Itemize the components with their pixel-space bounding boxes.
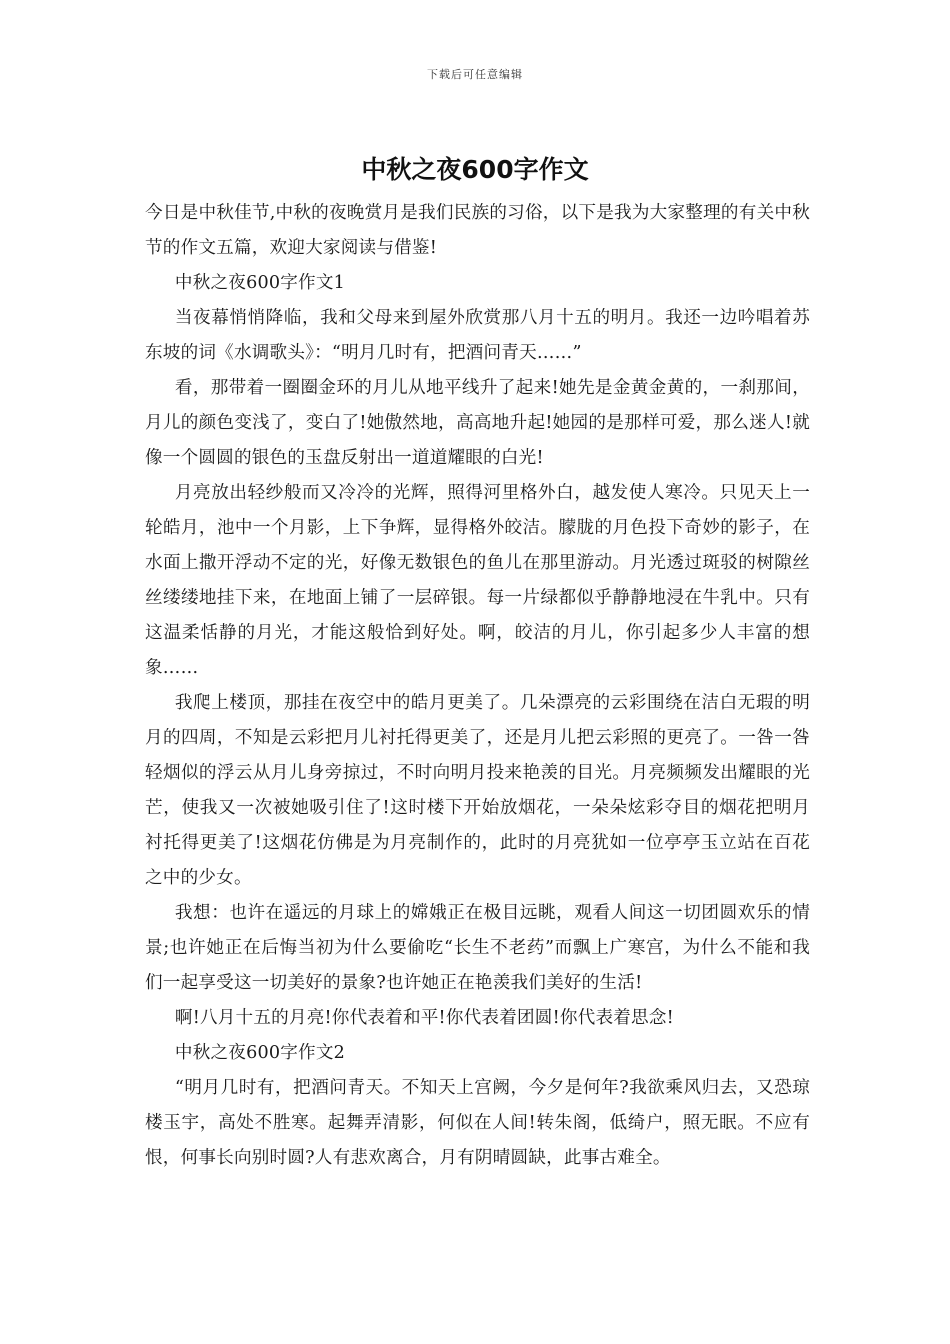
body-paragraph: 我想：也许在遥远的月球上的嫦娥正在极目远眺，观看人间这一切团圆欢乐的情景;也许她正在后悔当初为什么要偷吃“长生不老药”而飘上广寒宫，为什么不能和我们一起享受这一切美好的景象?也许她正在艳羡我们美好的生活!: [145, 903, 810, 993]
section-heading-1: 中秋之夜600字作文1: [174, 273, 346, 293]
body-paragraph: 月亮放出轻纱般而又冷冷的光辉，照得河里格外白，越发使人寒冷。只见天上一轮皓月，池中一个月影，上下争辉，显得格外皎洁。朦胧的月色投下奇妙的影子，在水面上撒开浮动不定的光，好像无数银色的鱼儿在那里游动。月光透过斑驳的树隙丝丝缕缕地挂下来，在地面上铺了一层碎银。每一片绿都似乎静静地浸在牛乳中。只有这温柔恬静的月光，才能这般恰到好处。啊，皎洁的月儿，你引起多少人丰富的想象……: [145, 483, 810, 678]
body-paragraph: “明月几时有，把酒问青天。不知天上宫阙，今夕是何年?我欲乘风归去，又恐琼楼玉宇，高处不胜寒。起舞弄清影，何似在人间!转朱阁，低绮户，照无眠。不应有恨，何事长向别时圆?人有悲欢离合，月有阴晴圆缺，此事古难全。: [145, 1078, 810, 1168]
body-paragraph: 我爬上楼顶，那挂在夜空中的皓月更美了。几朵漂亮的云彩围绕在洁白无瑕的明月的四周，不知是云彩把月儿衬托得更美了，还是月儿把云彩照的更亮了。一咎一咎轻烟似的浮云从月儿身旁掠过，不时向明月投来艳羡的目光。月亮频频发出耀眼的光芒，使我又一次被她吸引住了!这时楼下开始放烟花，一朵朵炫彩夺目的烟花把明月衬托得更美了!这烟花仿佛是为月亮制作的，此时的月亮犹如一位亭亭玉立站在百花之中的少女。: [145, 693, 810, 888]
essay-body: [145, 196, 810, 1176]
body-paragraph: 当夜幕悄悄降临，我和父母来到屋外欣赏那八月十五的明月。我还一边吟唱着苏东坡的词《水调歌头》：“明月几时有，把酒问青天……”: [145, 308, 810, 363]
page-title: 中秋之夜600字作文: [361, 155, 589, 184]
section-heading-2: 中秋之夜600字作文2: [174, 1043, 346, 1063]
body-paragraph: 啊!八月十五的月亮!你代表着和平!你代表着团圆!你代表着思念!: [174, 1008, 674, 1028]
header-note: 下载后可任意编辑: [427, 68, 523, 81]
intro-paragraph: 今日是中秋佳节,中秋的夜晚赏月是我们民族的习俗，以下是我为大家整理的有关中秋节的作文五篇，欢迎大家阅读与借鉴!: [145, 203, 810, 258]
body-paragraph: 看，那带着一圈圈金环的月儿从地平线升了起来!她先是金黄金黄的，一刹那间，月儿的颜色变浅了，变白了!她傲然地，高高地升起!她园的是那样可爱，那么迷人!就像一个圆圆的银色的玉盘反射出一道道耀眼的白光!: [145, 378, 810, 468]
